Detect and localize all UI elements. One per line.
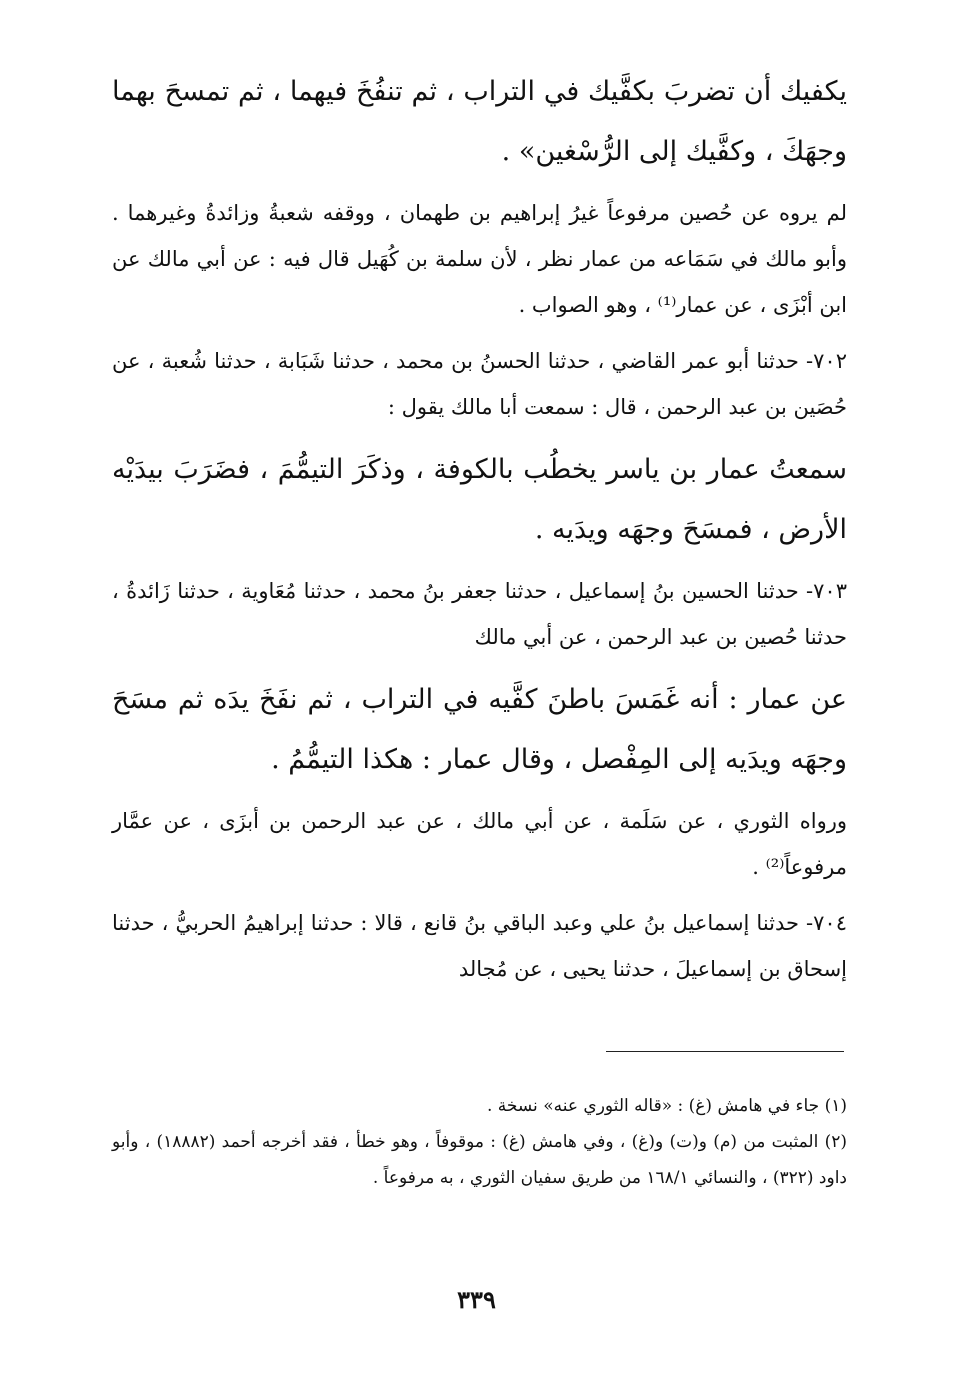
footnote-2: (٢) المثبت من (م) و(ت) و(غ) ، وفي هامش (غ) : موقوفاً ، وهو خطأ ، فقد أخرجه أحمد (١٨٨٨٢) ، وأبو داود (٣٢٢) ، والنسائي ١٦٨/١ من طريق سفيان الثوري ، به مرفوعاً . bbox=[112, 1132, 847, 1188]
footnote-1: (١) جاء في هامش (غ) : «قاله الثوري عنه» نسخة . bbox=[487, 1096, 847, 1116]
hadith-text-702: سمعتُ عمار بن ياسر يخطُب بالكوفة ، وذكَرَ التيمُّمَ ، فضَرَبَ بيدَيْه الأرض ، فمسَحَ وجهَه ويدَيه . bbox=[112, 454, 847, 545]
hadith-text-continuation: يكفيك أن تضربَ بكفَّيك في التراب ، ثم تنفُخَ فيهما ، ثم تمسحَ بهما وجهَكَ ، وكفَّيك إلى الرُّسْغين» . bbox=[112, 76, 847, 167]
commentary-paragraph: لم يروه عن حُصين مرفوعاً غيرُ إبراهيم بن طهمان ، ووقفه شعبةُ وزائدةُ وغيرهما . وأبو مالك في سَمَاعه من عمار نظر ، لأن سلمة بن كُهَيل قال فيه : عن أبي مالك عن ابن أبْزَى ، عن عمار⁽¹⁾ ، وهو الصواب . bbox=[112, 201, 847, 317]
commentary-paragraph: ورواه الثوري ، عن سَلَمة ، عن أبي مالك ، عن عبد الرحمن بن أبزَى ، عن عمَّار مرفوعاً⁽²⁾ . bbox=[112, 809, 847, 879]
footnote-divider bbox=[606, 1051, 844, 1052]
page-number: ٣٣٩ bbox=[457, 1285, 496, 1314]
isnad-703: ٧٠٣- حدثنا الحسين بنُ إسماعيل ، حدثنا جعفر بنُ محمد ، حدثنا مُعَاوية ، حدثنا زَائدةُ ، حدثنا حُصين بن عبد الرحمن ، عن أبي مالك bbox=[112, 579, 847, 649]
isnad-702: ٧٠٢- حدثنا أبو عمر القاضي ، حدثنا الحسنُ بن محمد ، حدثنا شَبَابة ، حدثنا شُعبة ، عن حُصَين بن عبد الرحمن ، قال : سمعت أبا مالك يقول : bbox=[112, 349, 847, 419]
hadith-text-703: عن عمار : أنه غَمَسَ باطنَ كفَّيه في التراب ، ثم نفَخَ يدَه ثم مسَحَ وجهَه ويدَيه إلى المِفْصل ، وقال عمار : هكذا التيمُّمُ . bbox=[112, 684, 847, 775]
main-text bbox=[112, 62, 847, 1002]
isnad-704: ٧٠٤- حدثنا إسماعيل بنُ علي وعبد الباقي بنُ قانع ، قالا : حدثنا إبراهيمُ الحربيُّ ، حدثنا إسحاق بن إسماعيلَ ، حدثنا يحيى ، عن مُجالد bbox=[112, 911, 847, 981]
footnotes bbox=[112, 1088, 847, 1196]
